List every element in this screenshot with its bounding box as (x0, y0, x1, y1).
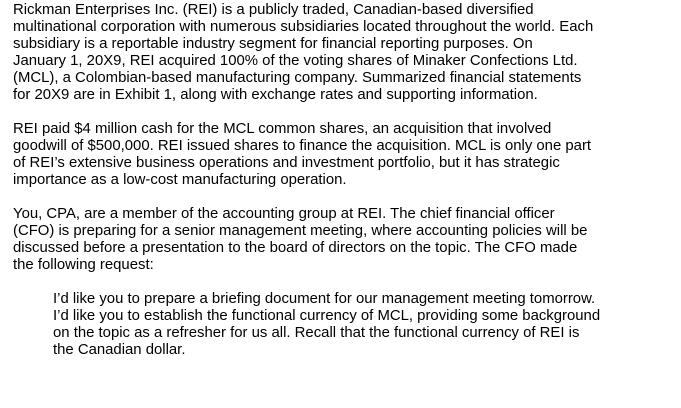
text-line: Rickman Enterprises Inc. (REI) is a publicly traded, Canadian-based diversified (13, 2, 534, 18)
text-line: (CFO) is preparing for a senior management meeting, where accounting policies will be (13, 223, 588, 239)
quote-line: I’d like you to prepare a briefing document for our management meeting tomorrow. (53, 291, 596, 307)
text-line: goodwill of $500,000. REI issued shares to finance the acquisition. MCL is only one part (13, 138, 592, 154)
document-body (13, 2, 675, 359)
text-line: (MCL), a Colombian-based manufacturing company. Summarized financial statements (13, 70, 582, 86)
quote-line: on the topic as a refresher for us all. Recall that the functional currency of REI is (53, 325, 580, 341)
text-line: importance as a low-cost manufacturing operation. (13, 172, 347, 188)
text-line: of REI’s extensive business operations and investment portfolio, but it has strategic (13, 155, 560, 171)
text-line: the following request: (13, 257, 154, 273)
text-line: January 1, 20X9, REI acquired 100% of the voting shares of Minaker Confections Ltd. (13, 53, 578, 69)
text-line: discussed before a presentation to the board of directors on the topic. The CFO made (13, 240, 578, 256)
quote-line: the Canadian dollar. (53, 342, 186, 358)
text-line: for 20X9 are in Exhibit 1, along with exchange rates and supporting information. (13, 87, 538, 103)
text-line: multinational corporation with numerous subsidiaries located throughout the world. Each (13, 19, 594, 35)
paragraph-cpa-role (13, 206, 675, 274)
text-line: You, CPA, are a member of the accounting group at REI. The chief financial officer (13, 206, 555, 222)
text-line: REI paid $4 million cash for the MCL common shares, an acquisition that involved (13, 121, 552, 137)
cfo-request-quote (53, 291, 675, 359)
quote-line: I’d like you to establish the functional currency of MCL, providing some background (53, 308, 601, 324)
paragraph-payment-goodwill (13, 121, 675, 189)
text-line: subsidiary is a reportable industry segment for financial reporting purposes. On (13, 36, 533, 52)
paragraph-rei-acquisition (13, 2, 675, 104)
